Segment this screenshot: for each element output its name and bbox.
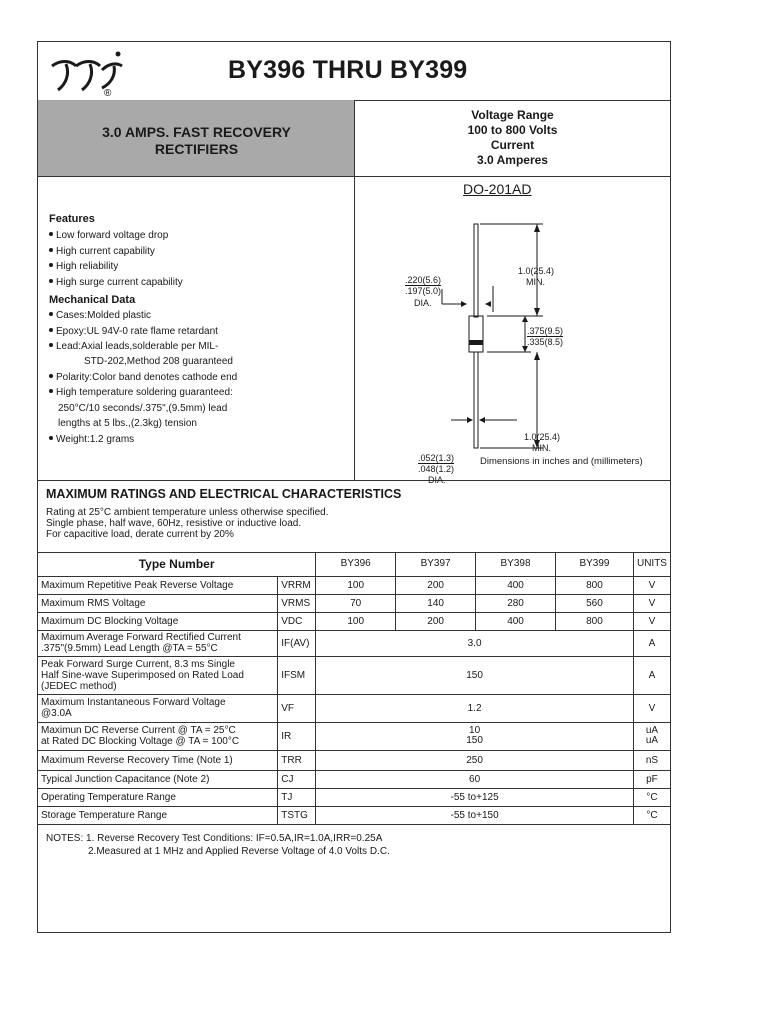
symbol-cell: TRR bbox=[278, 750, 316, 770]
mechanical-item: Epoxy:UL 94V-0 rate flame retardant bbox=[49, 326, 218, 337]
param-cell: Operating Temperature Range bbox=[38, 788, 278, 806]
unit-cell: V bbox=[633, 594, 670, 612]
value-cell: 1.2 bbox=[316, 694, 634, 722]
bullet-icon bbox=[49, 328, 53, 332]
mechanical-heading: Mechanical Data bbox=[49, 294, 136, 306]
unit-cell: A bbox=[633, 656, 670, 694]
arrow-icon bbox=[522, 316, 528, 322]
symbol-cell: VRRM bbox=[278, 576, 316, 594]
ratings-intro bbox=[38, 480, 670, 553]
value-cell: 100 bbox=[316, 612, 396, 630]
details-section bbox=[38, 176, 670, 485]
unit-cell: nS bbox=[633, 750, 670, 770]
lead-diameter-label: DIA. bbox=[428, 475, 446, 485]
page-title: BY396 THRU BY399 bbox=[228, 56, 468, 84]
table-row bbox=[38, 788, 670, 806]
col-header-by399: BY399 bbox=[556, 552, 634, 576]
arrow-icon bbox=[534, 308, 540, 316]
table-row bbox=[38, 576, 670, 594]
param-cell: Maximum DC Blocking Voltage bbox=[38, 612, 278, 630]
body-diameter-min: .197(5.0) bbox=[405, 286, 442, 296]
symbol-cell: VF bbox=[278, 694, 316, 722]
bullet-icon bbox=[49, 436, 53, 440]
package-name: DO-201AD bbox=[463, 181, 532, 197]
ratings-summary bbox=[355, 100, 670, 176]
param-cell: Maximum Instantaneous Forward Voltage @3.0A bbox=[38, 694, 278, 722]
type-number-header: Type Number bbox=[38, 552, 316, 576]
bottom-lead bbox=[474, 352, 478, 448]
value-cell: 250 bbox=[316, 750, 634, 770]
value-cell: 3.0 bbox=[316, 630, 634, 656]
body-diameter-label: DIA. bbox=[414, 298, 432, 308]
symbol-cell: IFSM bbox=[278, 656, 316, 694]
value-cell: 100 bbox=[316, 576, 396, 594]
mechanical-item-cont: lengths at 5 lbs.,(2.3kg) tension bbox=[58, 418, 197, 429]
bullet-icon bbox=[49, 389, 53, 393]
cathode-band bbox=[469, 340, 483, 345]
registered-mark: ® bbox=[104, 88, 112, 96]
value-cell: 560 bbox=[556, 594, 634, 612]
table-row bbox=[38, 630, 670, 656]
value-cell: -55 to+125 bbox=[316, 788, 634, 806]
mechanical-item: High temperature soldering guaranteed: bbox=[49, 387, 233, 398]
symbol-cell: TJ bbox=[278, 788, 316, 806]
lead-length-top: 1.0(25.4) bbox=[518, 266, 555, 276]
unit-cell: V bbox=[633, 694, 670, 722]
value-cell: 800 bbox=[556, 612, 634, 630]
symbol-cell: VDC bbox=[278, 612, 316, 630]
param-cell: Maximum Average Forward Rectified Current .375"(9.5mm) Lead Length @TA = 55°C bbox=[38, 630, 278, 656]
package-panel bbox=[355, 176, 670, 485]
symbol-cell: TSTG bbox=[278, 806, 316, 824]
unit-cell: V bbox=[633, 576, 670, 594]
product-line-1: 3.0 AMPS. FAST RECOVERY bbox=[102, 124, 291, 140]
arrow-icon bbox=[485, 301, 491, 307]
lead-length-bottom-min: MIN. bbox=[532, 443, 551, 453]
lead-diameter-max: .052(1.3) bbox=[418, 453, 455, 463]
param-cell: Typical Junction Capacitance (Note 2) bbox=[38, 770, 278, 788]
product-description bbox=[38, 100, 355, 176]
symbol-cell: IR bbox=[278, 722, 316, 750]
unit-cell: uA uA bbox=[633, 722, 670, 750]
table-row bbox=[38, 694, 670, 722]
symbol-cell: CJ bbox=[278, 770, 316, 788]
table-row bbox=[38, 722, 670, 750]
feature-item: Low forward voltage drop bbox=[49, 230, 168, 241]
top-lead bbox=[474, 224, 478, 317]
unit-cell: A bbox=[633, 630, 670, 656]
bullet-icon bbox=[49, 232, 53, 236]
value-cell: 140 bbox=[396, 594, 476, 612]
mechanical-item: Lead:Axial leads,solderable per MIL- bbox=[49, 341, 218, 352]
ratings-note-1: Rating at 25°C ambient temperature unless otherwise specified. bbox=[46, 507, 329, 518]
feature-item: High surge current capability bbox=[49, 277, 183, 288]
symbol-cell: IF(AV) bbox=[278, 630, 316, 656]
lead-length-top-min: MIN. bbox=[526, 277, 545, 287]
voltage-range-label: Voltage Range bbox=[471, 108, 554, 122]
table-row bbox=[38, 750, 670, 770]
col-header-by396: BY396 bbox=[316, 552, 396, 576]
value-cell: 200 bbox=[396, 612, 476, 630]
bullet-icon bbox=[49, 312, 53, 316]
value-cell: 800 bbox=[556, 576, 634, 594]
datasheet-page bbox=[37, 41, 671, 933]
lead-length-bottom: 1.0(25.4) bbox=[524, 432, 561, 442]
param-cell: Maximum Reverse Recovery Time (Note 1) bbox=[38, 750, 278, 770]
symbol-cell: VRMS bbox=[278, 594, 316, 612]
arrow-icon bbox=[534, 352, 540, 360]
notes bbox=[46, 832, 390, 858]
bullet-icon bbox=[49, 343, 53, 347]
arrow-icon bbox=[461, 301, 467, 307]
table-row bbox=[38, 656, 670, 694]
value-cell: 400 bbox=[476, 612, 556, 630]
mechanical-item: Cases:Molded plastic bbox=[49, 310, 151, 321]
table-row bbox=[38, 770, 670, 788]
value-cell: 10 150 bbox=[316, 722, 634, 750]
mechanical-item-cont: 250°C/10 seconds/.375",(9.5mm) lead bbox=[58, 403, 228, 414]
summary-band bbox=[38, 100, 670, 177]
table-header-row bbox=[38, 552, 670, 576]
value-cell: 150 bbox=[316, 656, 634, 694]
dimensions-note: Dimensions in inches and (millimeters) bbox=[480, 456, 643, 467]
param-cell: Peak Forward Surge Current, 8.3 ms Single Half Sine-wave Superimposed on Rated Load (JEDEC method) bbox=[38, 656, 278, 694]
diode-body bbox=[469, 316, 483, 352]
value-cell: 70 bbox=[316, 594, 396, 612]
lead-diameter-min: .048(1.2) bbox=[418, 464, 455, 474]
value-cell: 280 bbox=[476, 594, 556, 612]
current-label: Current bbox=[490, 138, 535, 152]
mechanical-item: Weight:1.2 grams bbox=[49, 434, 134, 445]
ratings-table bbox=[38, 552, 670, 825]
product-line-2: RECTIFIERS bbox=[154, 141, 239, 157]
arrow-icon bbox=[467, 417, 473, 423]
body-diameter-max: .220(5.6) bbox=[405, 275, 442, 285]
note-2: 2.Measured at 1 MHz and Applied Reverse Voltage of 4.0 Volts D.C. bbox=[88, 846, 390, 857]
value-cell: 400 bbox=[476, 576, 556, 594]
col-header-by398: BY398 bbox=[476, 552, 556, 576]
body-length-min: .335(8.5) bbox=[527, 337, 564, 347]
bullet-icon bbox=[49, 248, 53, 252]
units-header: UNITS bbox=[633, 552, 670, 576]
value-cell: 200 bbox=[396, 576, 476, 594]
bullet-icon bbox=[49, 263, 53, 267]
feature-item: High reliability bbox=[49, 261, 118, 272]
current-value: 3.0 Amperes bbox=[477, 153, 548, 167]
value-cell: -55 to+150 bbox=[316, 806, 634, 824]
table-row bbox=[38, 594, 670, 612]
unit-cell: V bbox=[633, 612, 670, 630]
features-panel bbox=[38, 176, 355, 480]
note-1: NOTES: 1. Reverse Recovery Test Conditions: IF=0.5A,IR=1.0A,IRR=0.25A bbox=[46, 833, 383, 844]
company-logo bbox=[46, 48, 126, 96]
mechanical-item-cont: STD-202,Method 208 guaranteed bbox=[84, 356, 233, 367]
param-cell: Maximum Repetitive Peak Reverse Voltage bbox=[38, 576, 278, 594]
table-row bbox=[38, 806, 670, 824]
arrow-icon bbox=[534, 224, 540, 232]
voltage-range-value: 100 to 800 Volts bbox=[467, 123, 558, 137]
ratings-heading: MAXIMUM RATINGS AND ELECTRICAL CHARACTERISTICS bbox=[46, 487, 402, 501]
value-cell: 60 bbox=[316, 770, 634, 788]
unit-cell: pF bbox=[633, 770, 670, 788]
ratings-note-3: For capacitive load, derate current by 20% bbox=[46, 529, 234, 540]
ratings-note-2: Single phase, half wave, 60Hz, resistive or inductive load. bbox=[46, 518, 302, 529]
feature-item: High current capability bbox=[49, 246, 155, 257]
unit-cell: °C bbox=[633, 806, 670, 824]
header bbox=[38, 42, 670, 101]
package-outline-drawing bbox=[355, 176, 670, 480]
param-cell: Maximun DC Reverse Current @ TA = 25°C at Rated DC Blocking Voltage @ TA = 100°C bbox=[38, 722, 278, 750]
body-length-max: .375(9.5) bbox=[527, 326, 564, 336]
bullet-icon bbox=[49, 279, 53, 283]
table-row bbox=[38, 612, 670, 630]
unit-cell: °C bbox=[633, 788, 670, 806]
mechanical-item: Polarity:Color band denotes cathode end bbox=[49, 372, 237, 383]
bullet-icon bbox=[49, 374, 53, 378]
col-header-by397: BY397 bbox=[396, 552, 476, 576]
param-cell: Storage Temperature Range bbox=[38, 806, 278, 824]
features-heading: Features bbox=[49, 213, 95, 225]
arrow-icon bbox=[479, 417, 485, 423]
param-cell: Maximum RMS Voltage bbox=[38, 594, 278, 612]
